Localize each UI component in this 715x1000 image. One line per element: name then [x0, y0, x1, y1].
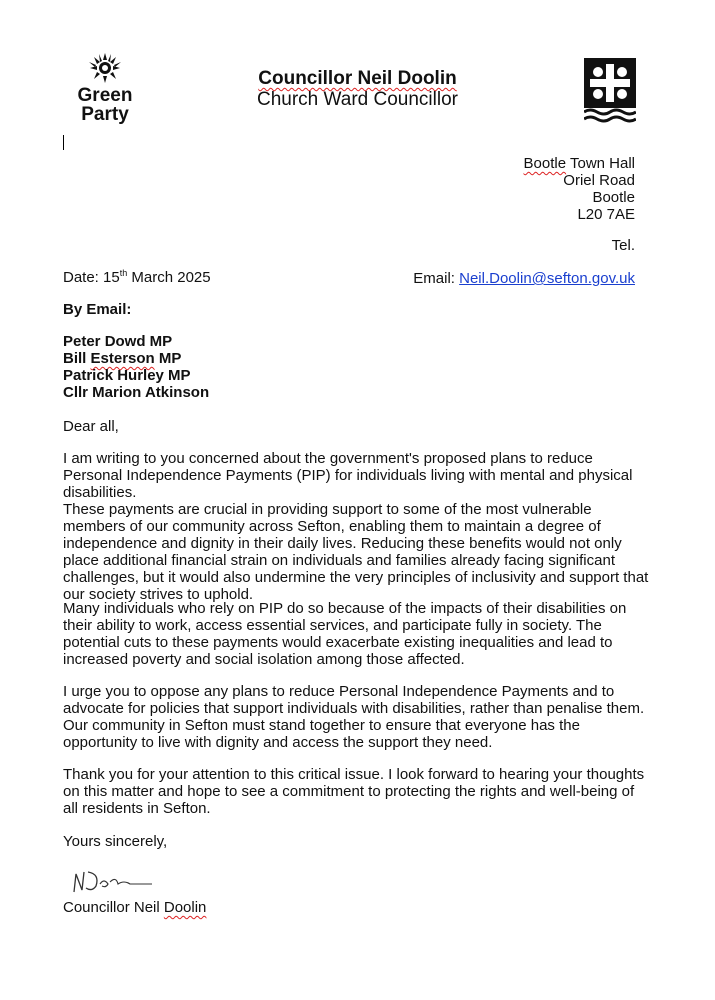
paragraph-4: I urge you to oppose any plans to reduce Personal Independence Payments and to advocate for policies that support individuals with disabilities, rather than penalise them. Our community in Sefton must stand together to ensure that everyone has the opportunity to live with dignity and access the support they need. [63, 683, 645, 751]
sender-email: Email: Neil.Doolin@sefton.gov.uk [413, 270, 635, 287]
telephone-label: Tel. [611, 237, 635, 254]
councillor-name: Councillor Neil Doolin [258, 68, 457, 89]
salutation: Dear all, [63, 418, 119, 435]
paragraph-3: Many individuals who rely on PIP do so because of the impacts of their disabilities on their ability to work, access essential services, and participate fully in society. The potential cuts to these payments would exacerbate existing inequalities and lead to increased poverty and social isolation among those affected. [63, 600, 627, 668]
recipient: Patrick Hurley MP [63, 367, 191, 384]
closing: Yours sincerely, [63, 833, 168, 850]
address-line-4: L20 7AE [577, 206, 635, 223]
paragraph-1: I am writing to you concerned about the government's proposed plans to reduce Personal Independence Payments (PIP) for individuals living with mental and physical disabilities. [63, 450, 633, 501]
logo-word-green: Green [77, 85, 133, 106]
address-line-3: Bootle [592, 189, 635, 206]
recipient: Bill Esterson MP [63, 350, 182, 367]
logo-word-party: Party [81, 104, 129, 125]
recipient-list [63, 333, 209, 401]
paragraph-5: Thank you for your attention to this critical issue. I look forward to hearing your thoughts on this matter and hope to see a commitment to protecting the rights and well-being of all residents in Sefton. [63, 766, 645, 817]
address-line-2: Oriel Road [563, 172, 635, 189]
text-cursor [63, 135, 64, 150]
paragraph-2: These payments are crucial in providing support to some of the most vulnerable members of our community across Sefton, enabling them to maintain a degree of independence and dignity in their daily lives. Reducing these benefits would not only place additional financial strain on individuals and families already facing significant challenges, but it would also undermine the very principles of inclusivity and support that our society strives to uphold. [63, 501, 649, 603]
councillor-role: Church Ward Councillor [257, 89, 458, 110]
address-line-1: Bootle Town Hall [523, 155, 635, 172]
handwritten-signature-icon [68, 862, 158, 900]
recipient: Peter Dowd MP [63, 333, 173, 350]
signoff-name: Councillor Neil Doolin [63, 899, 207, 916]
council-crest-icon [584, 58, 636, 124]
letter-date: Date: 15th March 2025 [63, 268, 211, 286]
sender-address [524, 155, 635, 223]
by-email-heading: By Email: [63, 301, 132, 318]
recipient: Cllr Marion Atkinson [63, 384, 210, 401]
email-link[interactable]: Neil.Doolin@sefton.gov.uk [459, 270, 635, 287]
